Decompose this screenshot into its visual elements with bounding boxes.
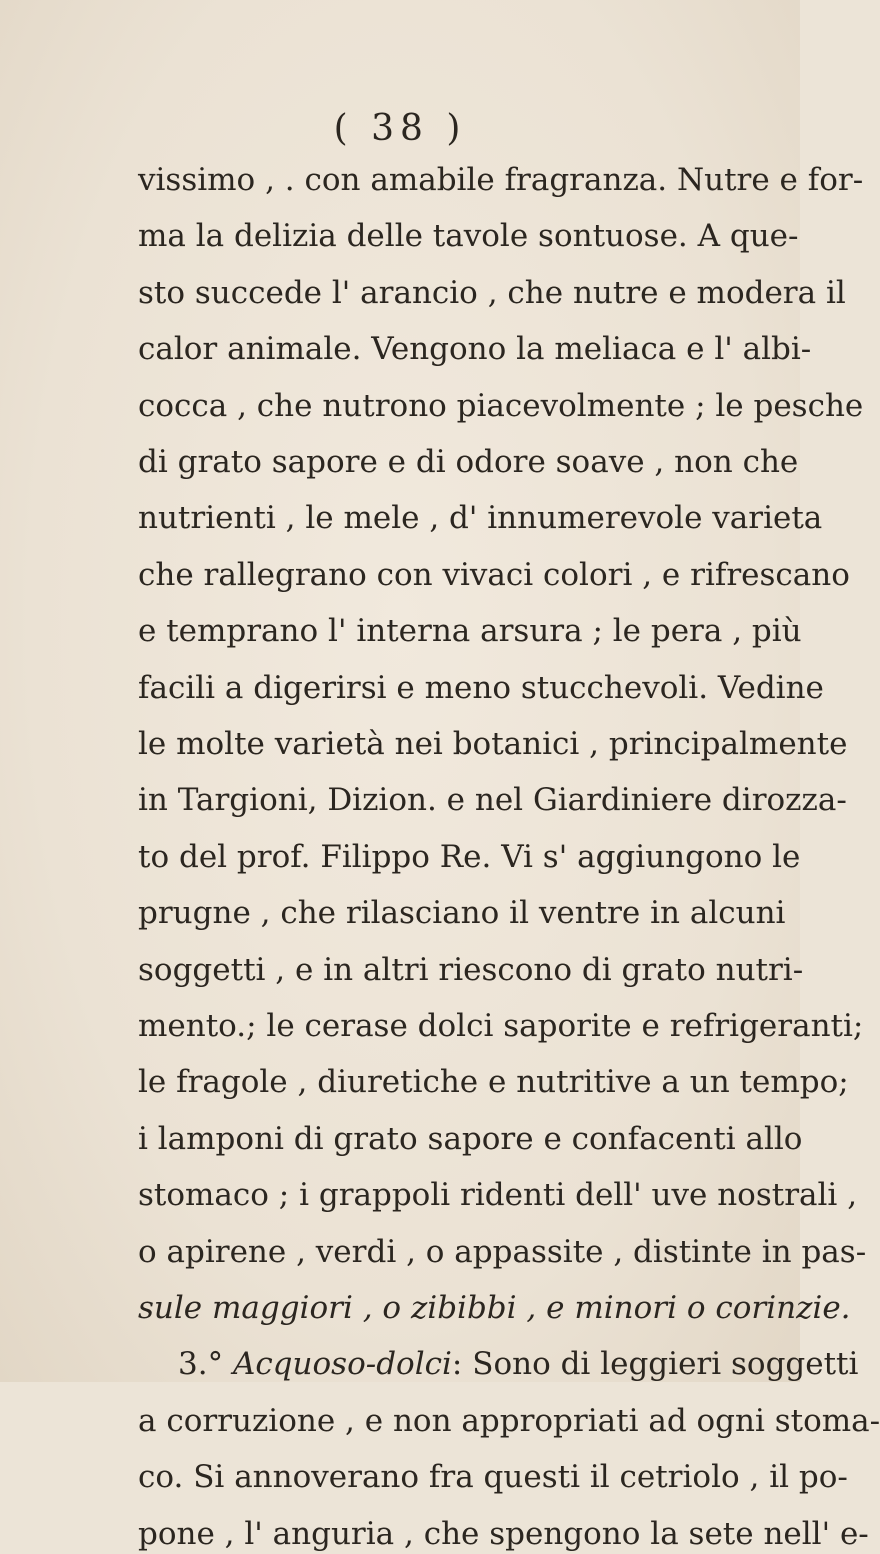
text-line: i lamponi di grato sapore e confacenti allo: [138, 1120, 803, 1157]
text-line: vissimo , . con amabile fragranza. Nutre e for-: [138, 162, 864, 198]
text-line: co. Si annoverano fra questi il cetriolo , il po-: [138, 1459, 848, 1496]
italic-text-line: sule maggiori , o zibibbi , e minori o corinzie.: [138, 1290, 851, 1326]
text-line: a corruzione , e non appropriati ad ogni stoma-: [138, 1402, 880, 1439]
section-text: : Sono di leggieri soggetti: [451, 1346, 859, 1383]
text-line: in Targioni, Dizion. e nel Giardiniere dirozza-: [138, 782, 847, 819]
text-line: nutrienti , le mele , d' innumerevole varieta: [138, 500, 823, 537]
text-line: calor animale. Vengono la meliaca e l' albi-: [138, 331, 812, 368]
text-line: e temprano l' interna arsura ; le pera , più: [138, 613, 802, 650]
text-line: cocca , che nutrono piacevolmente ; le pesche: [138, 387, 864, 424]
text-line: le fragole , diuretiche e nutritive a un tempo;: [138, 1064, 849, 1101]
page-number: ( 38 ): [333, 108, 467, 149]
section-heading-line: [178, 1344, 859, 1384]
text-line: ma la delizia delle tavole sontuose. A que-: [138, 218, 799, 255]
text-line: o apirene , verdi , o appassite , distinte in pas-: [138, 1233, 867, 1270]
section-title: Acquoso-dolci: [232, 1346, 452, 1383]
text-line: pone , l' anguria , che spengono la sete nell' e-: [138, 1515, 869, 1552]
text-line: che rallegrano con vivaci colori , e rifrescano: [138, 556, 850, 593]
text-line: stomaco ; i grappoli ridenti dell' uve nostrali ,: [138, 1177, 858, 1214]
section-number: 3.°: [178, 1346, 224, 1383]
text-line: le molte varietà nei botanici , principalmente: [138, 726, 848, 762]
text-line: di grato sapore e di odore soave , non che: [138, 444, 799, 480]
text-line: mento.; le cerase dolci saporite e refrigeranti;: [138, 1008, 864, 1044]
text-line: to del prof. Filippo Re. Vi s' aggiungono le: [138, 838, 801, 875]
text-line: sto succede l' arancio , che nutre e modera il: [138, 274, 846, 311]
text-line: prugne , che rilasciano il ventre in alcuni: [138, 895, 786, 932]
text-line: facili a digerirsi e meno stucchevoli. Vedine: [138, 669, 824, 706]
text-line: soggetti , e in altri riescono di grato nutri-: [138, 951, 804, 988]
